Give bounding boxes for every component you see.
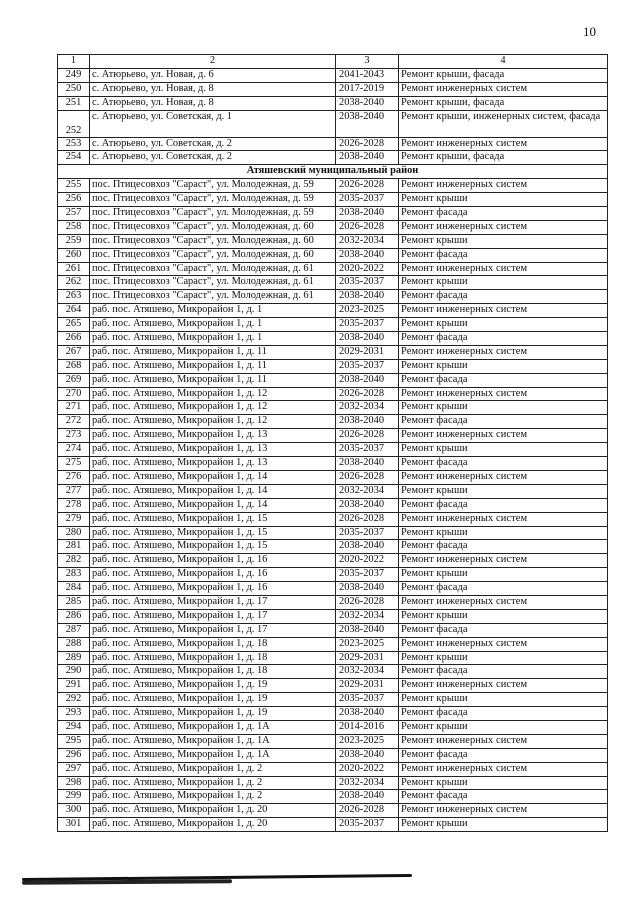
- period-cell: 2029-2031: [336, 679, 399, 693]
- table-row: [58, 679, 608, 693]
- address-cell: раб. пос. Атяшево, Микрорайон 1, д. 1А: [90, 748, 336, 762]
- work-type-cell: Ремонт инженерных систем: [399, 137, 608, 151]
- row-number: 299: [58, 790, 90, 804]
- address-cell: раб. пос. Атяшево, Микрорайон 1, д. 15: [90, 512, 336, 526]
- address-cell: раб. пос. Атяшево, Микрорайон 1, д. 2: [90, 762, 336, 776]
- address-cell: пос. Птицесовхоз "Сараст", ул. Молодежная, д. 59: [90, 207, 336, 221]
- row-number: 283: [58, 568, 90, 582]
- work-type-cell: Ремонт крыши, фасада: [399, 68, 608, 82]
- period-cell: 2035-2037: [336, 568, 399, 582]
- row-number: 254: [58, 151, 90, 165]
- row-number: 266: [58, 332, 90, 346]
- table-row: [58, 776, 608, 790]
- address-cell: раб. пос. Атяшево, Микрорайон 1, д. 1А: [90, 734, 336, 748]
- address-cell: с. Атюрьево, ул. Новая, д. 8: [90, 82, 336, 96]
- row-number: 257: [58, 207, 90, 221]
- work-type-cell: Ремонт крыши: [399, 359, 608, 373]
- address-cell: раб. пос. Атяшево, Микрорайон 1, д. 15: [90, 540, 336, 554]
- table-row: [58, 707, 608, 721]
- work-type-cell: Ремонт фасада: [399, 207, 608, 221]
- work-type-cell: Ремонт инженерных систем: [399, 762, 608, 776]
- row-number: 250: [58, 82, 90, 96]
- row-number: 261: [58, 262, 90, 276]
- row-number: 258: [58, 220, 90, 234]
- table-row: [58, 429, 608, 443]
- row-number: 294: [58, 720, 90, 734]
- row-number: 265: [58, 318, 90, 332]
- address-cell: раб. пос. Атяшево, Микрорайон 1, д. 1А: [90, 720, 336, 734]
- page-number: 10: [583, 24, 596, 39]
- address-cell: раб. пос. Атяшево, Микрорайон 1, д. 18: [90, 637, 336, 651]
- work-type-cell: Ремонт крыши: [399, 651, 608, 665]
- period-cell: 2038-2040: [336, 707, 399, 721]
- work-type-cell: Ремонт инженерных систем: [399, 304, 608, 318]
- work-type-cell: Ремонт крыши, инженерных систем, фасада: [399, 110, 608, 137]
- row-number: 278: [58, 498, 90, 512]
- row-number: 291: [58, 679, 90, 693]
- period-cell: 2026-2028: [336, 470, 399, 484]
- table-body: [58, 55, 608, 832]
- row-number: 286: [58, 609, 90, 623]
- row-number: 251: [58, 96, 90, 110]
- table-row: [58, 568, 608, 582]
- table-row: [58, 318, 608, 332]
- column-header: 4: [399, 55, 608, 69]
- table-row: [58, 720, 608, 734]
- address-cell: раб. пос. Атяшево, Микрорайон 1, д. 1: [90, 318, 336, 332]
- table-row: [58, 387, 608, 401]
- table-row: [58, 734, 608, 748]
- row-number: 296: [58, 748, 90, 762]
- period-cell: 2026-2028: [336, 512, 399, 526]
- address-cell: раб. пос. Атяшево, Микрорайон 1, д. 19: [90, 707, 336, 721]
- work-type-cell: Ремонт инженерных систем: [399, 804, 608, 818]
- period-cell: 2038-2040: [336, 248, 399, 262]
- row-number: 256: [58, 193, 90, 207]
- address-cell: раб. пос. Атяшево, Микрорайон 1, д. 11: [90, 359, 336, 373]
- work-type-cell: Ремонт крыши: [399, 693, 608, 707]
- address-cell: раб. пос. Атяшево, Микрорайон 1, д. 1: [90, 332, 336, 346]
- period-cell: 2038-2040: [336, 457, 399, 471]
- period-cell: 2035-2037: [336, 193, 399, 207]
- period-cell: 2029-2031: [336, 651, 399, 665]
- address-cell: пос. Птицесовхоз "Сараст", ул. Молодежная, д. 61: [90, 276, 336, 290]
- row-number: 269: [58, 373, 90, 387]
- section-heading-row: [58, 165, 608, 179]
- period-cell: 2038-2040: [336, 623, 399, 637]
- period-cell: 2032-2034: [336, 776, 399, 790]
- period-cell: 2038-2040: [336, 748, 399, 762]
- row-number: 287: [58, 623, 90, 637]
- address-cell: раб. пос. Атяшево, Микрорайон 1, д. 13: [90, 429, 336, 443]
- period-cell: 2026-2028: [336, 220, 399, 234]
- address-cell: раб. пос. Атяшево, Микрорайон 1, д. 20: [90, 818, 336, 832]
- work-type-cell: Ремонт инженерных систем: [399, 220, 608, 234]
- address-cell: раб. пос. Атяшево, Микрорайон 1, д. 16: [90, 582, 336, 596]
- row-number: 276: [58, 470, 90, 484]
- table-row: [58, 693, 608, 707]
- work-type-cell: Ремонт фасада: [399, 623, 608, 637]
- row-number: 253: [58, 137, 90, 151]
- period-cell: 2026-2028: [336, 804, 399, 818]
- table-header-row: [58, 55, 608, 69]
- address-cell: раб. пос. Атяшево, Микрорайон 1, д. 12: [90, 387, 336, 401]
- work-type-cell: Ремонт крыши: [399, 776, 608, 790]
- table-row: [58, 290, 608, 304]
- work-type-cell: Ремонт инженерных систем: [399, 734, 608, 748]
- address-cell: раб. пос. Атяшево, Микрорайон 1, д. 2: [90, 776, 336, 790]
- address-cell: с. Атюрьево, ул. Новая, д. 6: [90, 68, 336, 82]
- row-number: 264: [58, 304, 90, 318]
- table-row: [58, 96, 608, 110]
- address-cell: раб. пос. Атяшево, Микрорайон 1, д. 17: [90, 623, 336, 637]
- table-row: [58, 248, 608, 262]
- table-row: [58, 470, 608, 484]
- table-row: [58, 762, 608, 776]
- address-cell: раб. пос. Атяшево, Микрорайон 1, д. 12: [90, 415, 336, 429]
- address-cell: раб. пос. Атяшево, Микрорайон 1, д. 18: [90, 665, 336, 679]
- address-cell: раб. пос. Атяшево, Микрорайон 1, д. 13: [90, 443, 336, 457]
- table-row: [58, 623, 608, 637]
- period-cell: 2038-2040: [336, 790, 399, 804]
- period-cell: 2032-2034: [336, 401, 399, 415]
- table-row: [58, 373, 608, 387]
- address-cell: пос. Птицесовхоз "Сараст", ул. Молодежная, д. 61: [90, 262, 336, 276]
- period-cell: 2038-2040: [336, 415, 399, 429]
- address-cell: раб. пос. Атяшево, Микрорайон 1, д. 20: [90, 804, 336, 818]
- row-number: 289: [58, 651, 90, 665]
- period-cell: 2020-2022: [336, 762, 399, 776]
- work-type-cell: Ремонт инженерных систем: [399, 429, 608, 443]
- column-header: 2: [90, 55, 336, 69]
- address-cell: раб. пос. Атяшево, Микрорайон 1, д. 13: [90, 457, 336, 471]
- period-cell: 2038-2040: [336, 540, 399, 554]
- address-cell: пос. Птицесовхоз "Сараст", ул. Молодежная, д. 59: [90, 193, 336, 207]
- table-row: [58, 818, 608, 832]
- row-number: 281: [58, 540, 90, 554]
- work-type-cell: Ремонт крыши, фасада: [399, 151, 608, 165]
- table-row: [58, 234, 608, 248]
- address-cell: раб. пос. Атяшево, Микрорайон 1, д. 14: [90, 498, 336, 512]
- period-cell: 2026-2028: [336, 595, 399, 609]
- row-number: 274: [58, 443, 90, 457]
- table-row: [58, 512, 608, 526]
- row-number: 285: [58, 595, 90, 609]
- row-number: 268: [58, 359, 90, 373]
- row-number: 275: [58, 457, 90, 471]
- work-type-cell: Ремонт крыши: [399, 720, 608, 734]
- table-row: [58, 137, 608, 151]
- table-row: [58, 345, 608, 359]
- period-cell: 2026-2028: [336, 137, 399, 151]
- address-cell: пос. Птицесовхоз "Сараст", ул. Молодежная, д. 61: [90, 290, 336, 304]
- work-type-cell: Ремонт крыши, фасада: [399, 96, 608, 110]
- column-header: 1: [58, 55, 90, 69]
- address-cell: раб. пос. Атяшево, Микрорайон 1, д. 16: [90, 554, 336, 568]
- period-cell: 2023-2025: [336, 304, 399, 318]
- work-type-cell: Ремонт крыши: [399, 443, 608, 457]
- period-cell: 2032-2034: [336, 609, 399, 623]
- work-type-cell: Ремонт инженерных систем: [399, 179, 608, 193]
- address-cell: раб. пос. Атяшево, Микрорайон 1, д. 1: [90, 304, 336, 318]
- work-type-cell: Ремонт фасада: [399, 498, 608, 512]
- row-number: 252: [58, 110, 90, 137]
- table-row: [58, 457, 608, 471]
- period-cell: 2038-2040: [336, 151, 399, 165]
- row-number: 262: [58, 276, 90, 290]
- table-row: [58, 82, 608, 96]
- period-cell: 2017-2019: [336, 82, 399, 96]
- table-row: [58, 748, 608, 762]
- table-row: [58, 110, 608, 137]
- address-cell: раб. пос. Атяшево, Микрорайон 1, д. 11: [90, 345, 336, 359]
- work-type-cell: Ремонт фасада: [399, 540, 608, 554]
- period-cell: 2032-2034: [336, 234, 399, 248]
- address-cell: с. Атюрьево, ул. Советская, д. 2: [90, 151, 336, 165]
- work-type-cell: Ремонт инженерных систем: [399, 595, 608, 609]
- work-type-cell: Ремонт крыши: [399, 401, 608, 415]
- row-number: 290: [58, 665, 90, 679]
- table-row: [58, 651, 608, 665]
- address-cell: раб. пос. Атяшево, Микрорайон 1, д. 18: [90, 651, 336, 665]
- row-number: 284: [58, 582, 90, 596]
- work-type-cell: Ремонт фасада: [399, 582, 608, 596]
- table-row: [58, 804, 608, 818]
- address-cell: раб. пос. Атяшево, Микрорайон 1, д. 2: [90, 790, 336, 804]
- table-row: [58, 498, 608, 512]
- table-row: [58, 220, 608, 234]
- period-cell: 2038-2040: [336, 332, 399, 346]
- row-number: 300: [58, 804, 90, 818]
- work-type-cell: Ремонт инженерных систем: [399, 387, 608, 401]
- period-cell: 2014-2016: [336, 720, 399, 734]
- table-row: [58, 276, 608, 290]
- work-type-cell: Ремонт крыши: [399, 568, 608, 582]
- period-cell: 2029-2031: [336, 345, 399, 359]
- table-row: [58, 790, 608, 804]
- row-number: 272: [58, 415, 90, 429]
- repair-schedule-table: [57, 54, 608, 832]
- row-number: 277: [58, 484, 90, 498]
- work-type-cell: Ремонт крыши: [399, 193, 608, 207]
- period-cell: 2041-2043: [336, 68, 399, 82]
- row-number: 280: [58, 526, 90, 540]
- row-number: 249: [58, 68, 90, 82]
- address-cell: с. Атюрьево, ул. Советская, д. 1: [90, 110, 336, 137]
- work-type-cell: Ремонт фасада: [399, 290, 608, 304]
- address-cell: раб. пос. Атяшево, Микрорайон 1, д. 16: [90, 568, 336, 582]
- table-row: [58, 665, 608, 679]
- address-cell: раб. пос. Атяшево, Микрорайон 1, д. 12: [90, 401, 336, 415]
- row-number: 267: [58, 345, 90, 359]
- work-type-cell: Ремонт крыши: [399, 609, 608, 623]
- work-type-cell: Ремонт крыши: [399, 484, 608, 498]
- address-cell: пос. Птицесовхоз "Сараст", ул. Молодежная, д. 60: [90, 248, 336, 262]
- table-row: [58, 151, 608, 165]
- address-cell: раб. пос. Атяшево, Микрорайон 1, д. 19: [90, 693, 336, 707]
- row-number: 271: [58, 401, 90, 415]
- period-cell: 2035-2037: [336, 359, 399, 373]
- address-cell: с. Атюрьево, ул. Новая, д. 8: [90, 96, 336, 110]
- period-cell: 2020-2022: [336, 554, 399, 568]
- work-type-cell: Ремонт инженерных систем: [399, 512, 608, 526]
- address-cell: пос. Птицесовхоз "Сараст", ул. Молодежная, д. 60: [90, 220, 336, 234]
- period-cell: 2035-2037: [336, 693, 399, 707]
- address-cell: пос. Птицесовхоз "Сараст", ул. Молодежная, д. 60: [90, 234, 336, 248]
- work-type-cell: Ремонт фасада: [399, 373, 608, 387]
- table-row: [58, 484, 608, 498]
- address-cell: пос. Птицесовхоз "Сараст", ул. Молодежная, д. 59: [90, 179, 336, 193]
- work-type-cell: Ремонт фасада: [399, 457, 608, 471]
- address-cell: раб. пос. Атяшево, Микрорайон 1, д. 19: [90, 679, 336, 693]
- work-type-cell: Ремонт инженерных систем: [399, 637, 608, 651]
- address-cell: раб. пос. Атяшево, Микрорайон 1, д. 14: [90, 484, 336, 498]
- row-number: 255: [58, 179, 90, 193]
- period-cell: 2035-2037: [336, 276, 399, 290]
- period-cell: 2023-2025: [336, 637, 399, 651]
- table-row: [58, 415, 608, 429]
- address-cell: раб. пос. Атяшево, Микрорайон 1, д. 17: [90, 609, 336, 623]
- row-number: 263: [58, 290, 90, 304]
- row-number: 279: [58, 512, 90, 526]
- period-cell: 2023-2025: [336, 734, 399, 748]
- address-cell: раб. пос. Атяшево, Микрорайон 1, д. 17: [90, 595, 336, 609]
- period-cell: 2026-2028: [336, 179, 399, 193]
- address-cell: раб. пос. Атяшево, Микрорайон 1, д. 11: [90, 373, 336, 387]
- row-number: 270: [58, 387, 90, 401]
- row-number: 282: [58, 554, 90, 568]
- row-number: 260: [58, 248, 90, 262]
- period-cell: 2032-2034: [336, 665, 399, 679]
- work-type-cell: Ремонт крыши: [399, 276, 608, 290]
- work-type-cell: Ремонт крыши: [399, 526, 608, 540]
- period-cell: 2038-2040: [336, 96, 399, 110]
- work-type-cell: Ремонт инженерных систем: [399, 262, 608, 276]
- period-cell: 2038-2040: [336, 110, 399, 137]
- work-type-cell: Ремонт фасада: [399, 415, 608, 429]
- period-cell: 2020-2022: [336, 262, 399, 276]
- table-row: [58, 540, 608, 554]
- row-number: 295: [58, 734, 90, 748]
- work-type-cell: Ремонт крыши: [399, 318, 608, 332]
- table-row: [58, 582, 608, 596]
- row-number: 297: [58, 762, 90, 776]
- address-cell: раб. пос. Атяшево, Микрорайон 1, д. 15: [90, 526, 336, 540]
- period-cell: 2026-2028: [336, 429, 399, 443]
- row-number: 293: [58, 707, 90, 721]
- table-row: [58, 179, 608, 193]
- period-cell: 2038-2040: [336, 207, 399, 221]
- table-row: [58, 609, 608, 623]
- row-number: 292: [58, 693, 90, 707]
- table-row: [58, 595, 608, 609]
- work-type-cell: Ремонт инженерных систем: [399, 345, 608, 359]
- table-row: [58, 526, 608, 540]
- table-row: [58, 262, 608, 276]
- period-cell: 2038-2040: [336, 498, 399, 512]
- work-type-cell: Ремонт фасада: [399, 248, 608, 262]
- column-header: 3: [336, 55, 399, 69]
- row-number: 259: [58, 234, 90, 248]
- row-number: 273: [58, 429, 90, 443]
- work-type-cell: Ремонт инженерных систем: [399, 554, 608, 568]
- work-type-cell: Ремонт инженерных систем: [399, 679, 608, 693]
- work-type-cell: Ремонт фасада: [399, 748, 608, 762]
- work-type-cell: Ремонт фасада: [399, 790, 608, 804]
- period-cell: 2026-2028: [336, 387, 399, 401]
- table-row: [58, 554, 608, 568]
- row-number: 288: [58, 637, 90, 651]
- table-row: [58, 193, 608, 207]
- work-type-cell: Ремонт крыши: [399, 818, 608, 832]
- period-cell: 2035-2037: [336, 818, 399, 832]
- work-type-cell: Ремонт фасада: [399, 707, 608, 721]
- period-cell: 2032-2034: [336, 484, 399, 498]
- address-cell: раб. пос. Атяшево, Микрорайон 1, д. 14: [90, 470, 336, 484]
- table-row: [58, 304, 608, 318]
- table-row: [58, 359, 608, 373]
- address-cell: с. Атюрьево, ул. Советская, д. 2: [90, 137, 336, 151]
- period-cell: 2038-2040: [336, 373, 399, 387]
- scan-edge-artifact: [22, 879, 232, 884]
- table-row: [58, 207, 608, 221]
- row-number: 298: [58, 776, 90, 790]
- work-type-cell: Ремонт фасада: [399, 665, 608, 679]
- table-row: [58, 68, 608, 82]
- work-type-cell: Ремонт инженерных систем: [399, 82, 608, 96]
- period-cell: 2035-2037: [336, 318, 399, 332]
- work-type-cell: Ремонт инженерных систем: [399, 470, 608, 484]
- table-row: [58, 401, 608, 415]
- table-row: [58, 637, 608, 651]
- table-row: [58, 332, 608, 346]
- section-title: Атяшевский муниципальный район: [58, 165, 608, 179]
- work-type-cell: Ремонт фасада: [399, 332, 608, 346]
- row-number: 301: [58, 818, 90, 832]
- work-type-cell: Ремонт крыши: [399, 234, 608, 248]
- period-cell: 2035-2037: [336, 526, 399, 540]
- period-cell: 2038-2040: [336, 582, 399, 596]
- table-row: [58, 443, 608, 457]
- period-cell: 2035-2037: [336, 443, 399, 457]
- period-cell: 2038-2040: [336, 290, 399, 304]
